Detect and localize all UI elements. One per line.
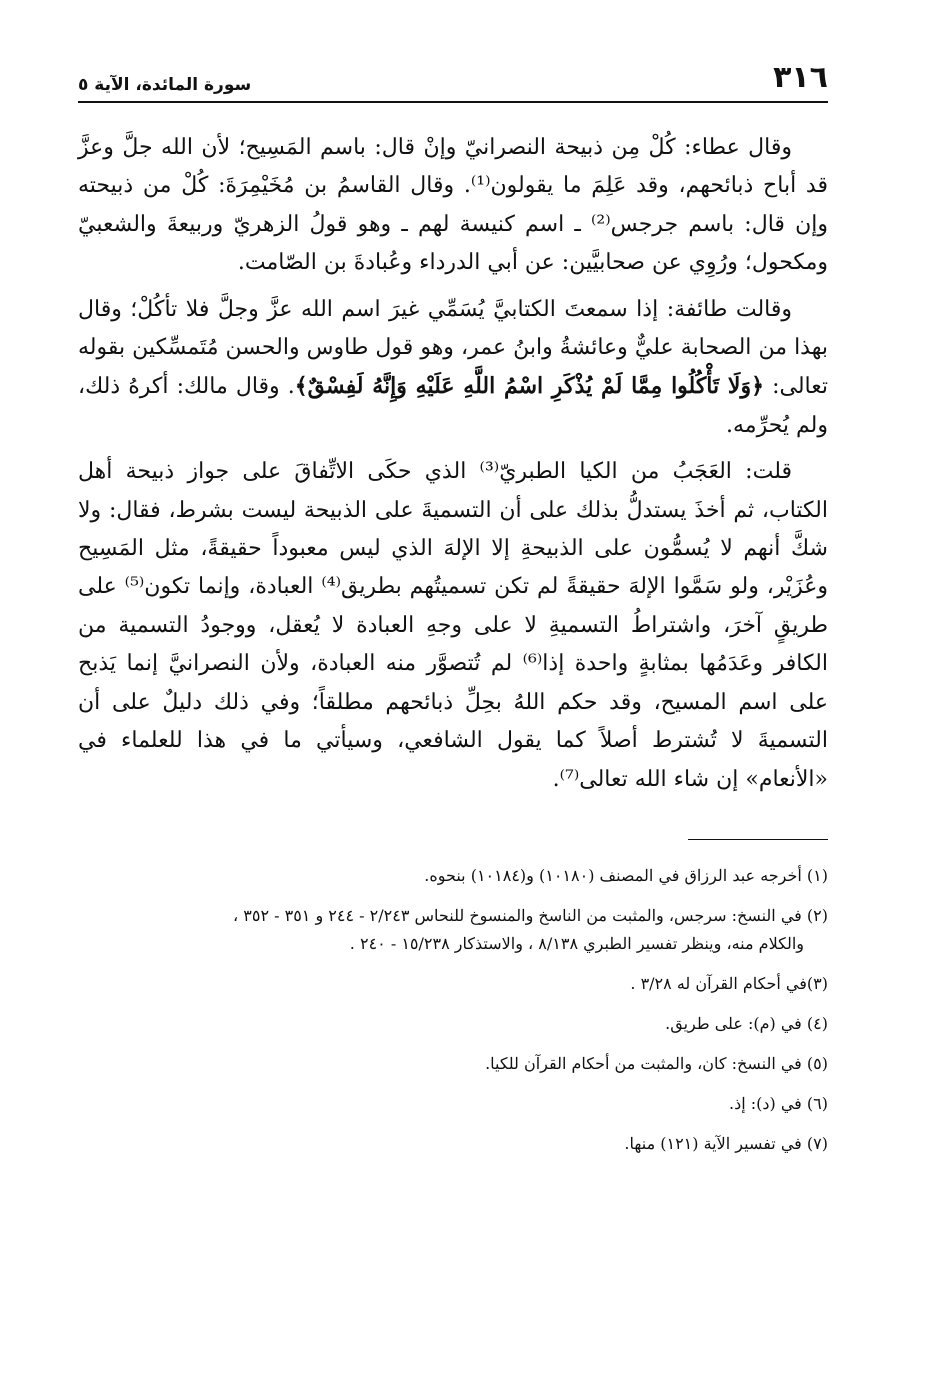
- footnote-7: (٧) في تفسير الآية (١٢١) منها.: [624, 1133, 828, 1153]
- footnotes: [78, 862, 828, 1158]
- footnote-2: [78, 902, 828, 958]
- page-number: ٣١٦: [773, 60, 828, 95]
- paragraph-3: قلت: العَجَبُ من الكيا الطبريّ⁽³⁾ الذي حكَى الاتِّفاقَ على جواز ذبيحة أهل الكتاب، ثم أخذَ يستدلُّ بذلك على أن التسميةَ على الذبيحة ليست بشرط، فقال: ولا شكَّ أنهم لا يُسمُّون على الذبيحةِ إلا الإلهَ الذي ليس معبوداً حقيقةً، مثل المَسِيح وعُزَيْر، ولو سَمَّوا الإلهَ حقيقةً لم تكن تسميتُهم بطريق⁽⁴⁾ العبادة، وإنما تكون⁽⁵⁾ على طريقٍ آخرَ، واشتراطُ التسميةِ لا على وجهِ العبادة لا يُعقل، ووجودُ التسمية من الكافر وعَدَمُها بمثابةٍ واحدة إذا⁽⁶⁾ لم تُتصوَّر منه العبادة، ولأن النصرانيَّ إنما يَذبح على اسم المسيح، وقد حكم اللهُ بحِلِّ ذبائحهم مطلقاً؛ وفي ذلك دليلٌ على أن التسميةَ لا تُشترط أصلاً كما يقول الشافعي، وسيأتي ما في هذا للعلماء في «الأنعام» إن شاء الله تعالى⁽⁷⁾.: [78, 459, 828, 792]
- footnote-6: (٦) في (د): إذ.: [729, 1093, 828, 1113]
- footnote-3: (٣)في أحكام القرآن له ٣/٢٨ .: [630, 973, 828, 993]
- footnote-4: (٤) في (م): على طريق.: [665, 1013, 828, 1033]
- paragraph-1: وقال عطاء: كُلْ مِن ذبيحة النصرانيّ وإنْ قال: باسم المَسِيح؛ لأن الله جلَّ وعزَّ قد أباح ذبائحهم، وقد عَلِمَ ما يقولون⁽¹⁾. وقال القاسمُ بن مُخَيْمِرَةَ: كُلْ من ذبيحته وإن قال: باسم جرجس⁽²⁾ ـ اسم كنيسة لهم ـ وهو قولُ الزهريّ وربيعةَ والشعبيّ ومكحول؛ ورُوِي عن صحابيَّين: عن أبي الدرداء وعُبادةَ بن الصّامت.: [78, 135, 828, 276]
- footnote-1: (١) أخرجه عبد الرزاق في المصنف (١٠١٨٠) و(١٠١٨٤) بنحوه.: [424, 865, 828, 885]
- paragraph-2-text-end: . وقال مالك: أكرهُ ذلك، ولم يُحرِّمه.: [78, 374, 828, 438]
- footnote-2-line-2: والكلام منه، وينظر تفسير الطبري ٨/١٣٨ ، والاستذكار ١٥/٢٣٨ - ٢٤٠ .: [349, 933, 804, 953]
- footnote-5: (٥) في النسخ: كان، والمثبت من أحكام القرآن للكيا.: [485, 1053, 828, 1073]
- footnote-divider: [688, 839, 828, 840]
- page-header: [78, 60, 828, 103]
- main-text: [78, 129, 828, 799]
- footnote-2-line-1: (٢) في النسخ: سرجس، والمثبت من الناسخ والمنسوخ للنحاس ٢/٢٤٣ - ٢٤٤ و ٣٥١ - ٣٥٢ ،: [233, 905, 828, 925]
- surah-running-title: سورة المائدة، الآية ٥: [78, 75, 252, 95]
- book-page: [78, 60, 828, 1170]
- paragraph-2: [78, 291, 828, 446]
- quran-verse: ﴿وَلَا تَأْكُلُوا مِمَّا لَمْ يُذْكَرِ اسْمُ اللَّهِ عَلَيْهِ وَإِنَّهُ لَفِسْقٌ﴾: [294, 373, 764, 400]
- paragraph-2-text: وقالت طائفة: إذا سمعتَ الكتابيَّ يُسَمِّي غيرَ اسم الله عزَّ وجلَّ فلا تأكُلْ؛ وقال بهذا من الصحابة عليٌّ وعائشةُ وابنُ عمر، وهو قول طاوس والحسن مُتَمسِّكين بقوله تعالى:: [78, 296, 828, 400]
